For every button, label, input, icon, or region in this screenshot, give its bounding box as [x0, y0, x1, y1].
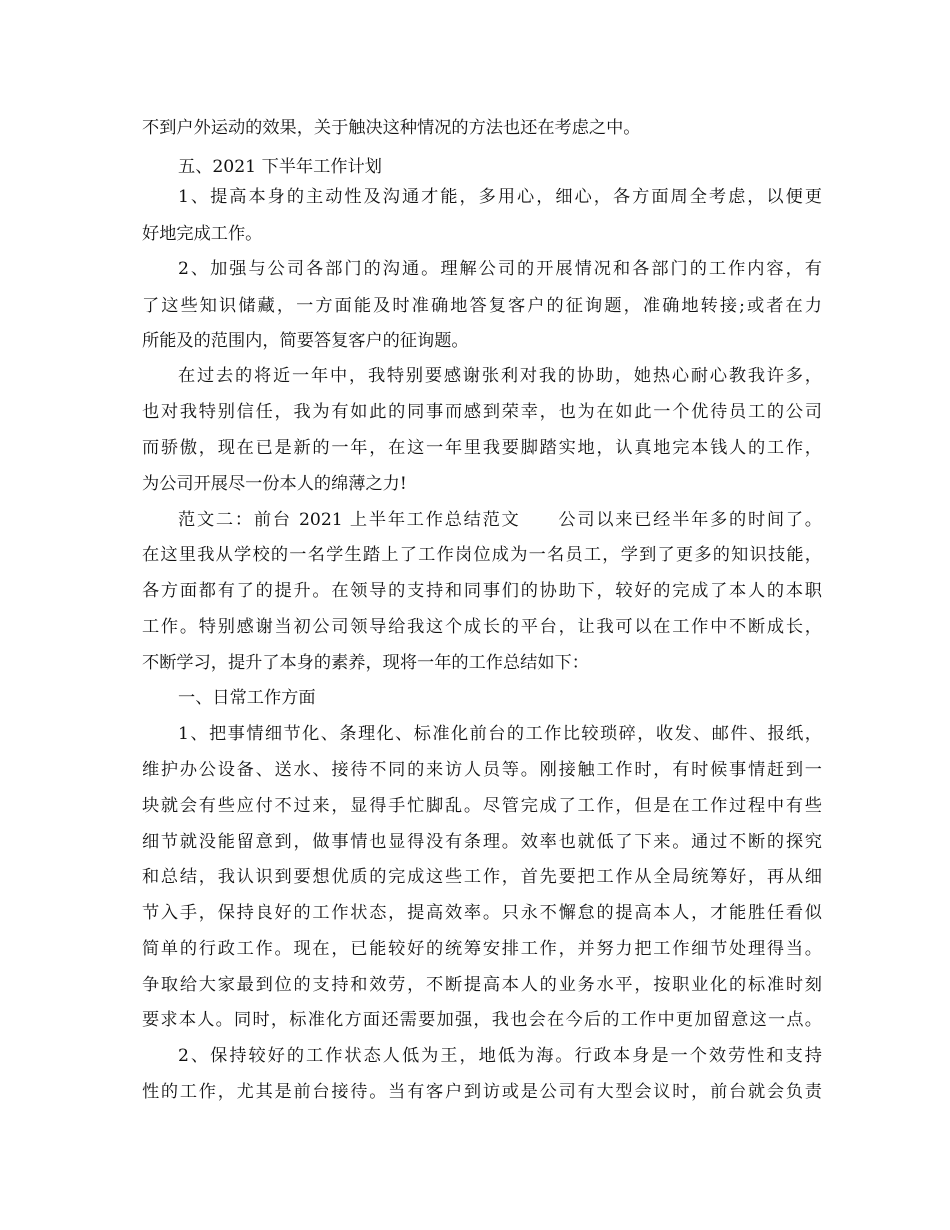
text-line: 为公司开展尽一份本人的绵薄之力! [142, 474, 407, 494]
text-line: 而骄傲，现在已是新的一年，在这一年里我要脚踏实地，认真地完本钱人的工作， [142, 438, 822, 458]
text-line: 要求本人。同时，标准化方面还需要加强，我也会在今后的工作中更加留意这一点。 [142, 1010, 822, 1030]
text-line: 1、提高本身的主动性及沟通才能，多用心，细心，各方面周全考虑，以便更 [178, 187, 822, 207]
section-heading: 一、日常工作方面 [178, 688, 316, 708]
text-line: 不断学习，提升了本身的素养，现将一年的工作总结如下： [142, 653, 589, 673]
text-line: 了这些知识储藏，一方面能及时准确地答复客户的征询题，准确地转接;或者在力 [142, 296, 822, 316]
text-line: 2、保持较好的工作状态人低为王，地低为海。行政本身是一个效劳性和支持 [178, 1046, 822, 1066]
text-line: 在这里我从学校的一名学生踏上了工作岗位成为一名员工，学到了更多的知识技能， [142, 545, 822, 565]
text-line: 和总结，我认识到要想优质的完成这些工作，首先要把工作从全局统筹好，再从细 [142, 867, 822, 887]
text-line: 性的工作，尤其是前台接待。当有客户到访或是公司有大型会议时，前台就会负责 [142, 1082, 822, 1102]
text-line: 在过去的将近一年中，我特别要感谢张利对我的协助，她热心耐心教我许多， [178, 366, 822, 386]
text-line: 块就会有些应付不过来，显得手忙脚乱。尽管完成了工作，但是在工作过程中有些 [142, 796, 822, 816]
text-line: 1、把事情细节化、条理化、标准化前台的工作比较琐碎，收发、邮件、报纸， [178, 724, 822, 744]
text-line: 2、加强与公司各部门的沟通。理解公司的开展情况和各部门的工作内容，有 [178, 259, 822, 279]
text-line: 好地完成工作。 [142, 224, 263, 244]
text-line: 也对我特别信任，我为有如此的同事而感到荣幸，也为在如此一个优待员工的公司 [142, 402, 822, 422]
text-line: 节入手，保持良好的工作状态，提高效率。只永不懈怠的提高本人，才能胜任看似 [142, 903, 822, 923]
text-line: 争取给大家最到位的支持和效劳，不断提高本人的业务水平，按职业化的标准时刻 [142, 975, 822, 995]
text-line: 不到户外运动的效果，关于触决这种情况的方法也还在考虑之中。 [142, 118, 641, 138]
text-line: 所能及的范围内，简要答复客户的征询题。 [142, 331, 469, 351]
section-heading: 五、2021 下半年工作计划 [178, 157, 382, 177]
text-line: 各方面都有了的提升。在领导的支持和同事们的协助下，较好的完成了本人的本职 [142, 581, 822, 601]
text-line: 维护办公设备、送水、接待不同的来访人员等。刚接触工作时，有时候事情赶到一 [142, 760, 822, 780]
text-line: 范文二：前台 2021 上半年工作总结范文 公司以来已经半年多的时间了。 [178, 510, 822, 530]
text-line: 简单的行政工作。现在，已能较好的统筹安排工作，并努力把工作细节处理得当。 [142, 939, 822, 959]
text-line: 工作。特别感谢当初公司领导给我这个成长的平台，让我可以在工作中不断成长， [142, 617, 822, 637]
text-line: 细节就没能留意到，做事情也显得没有条理。效率也就低了下来。通过不断的探究 [142, 832, 822, 852]
